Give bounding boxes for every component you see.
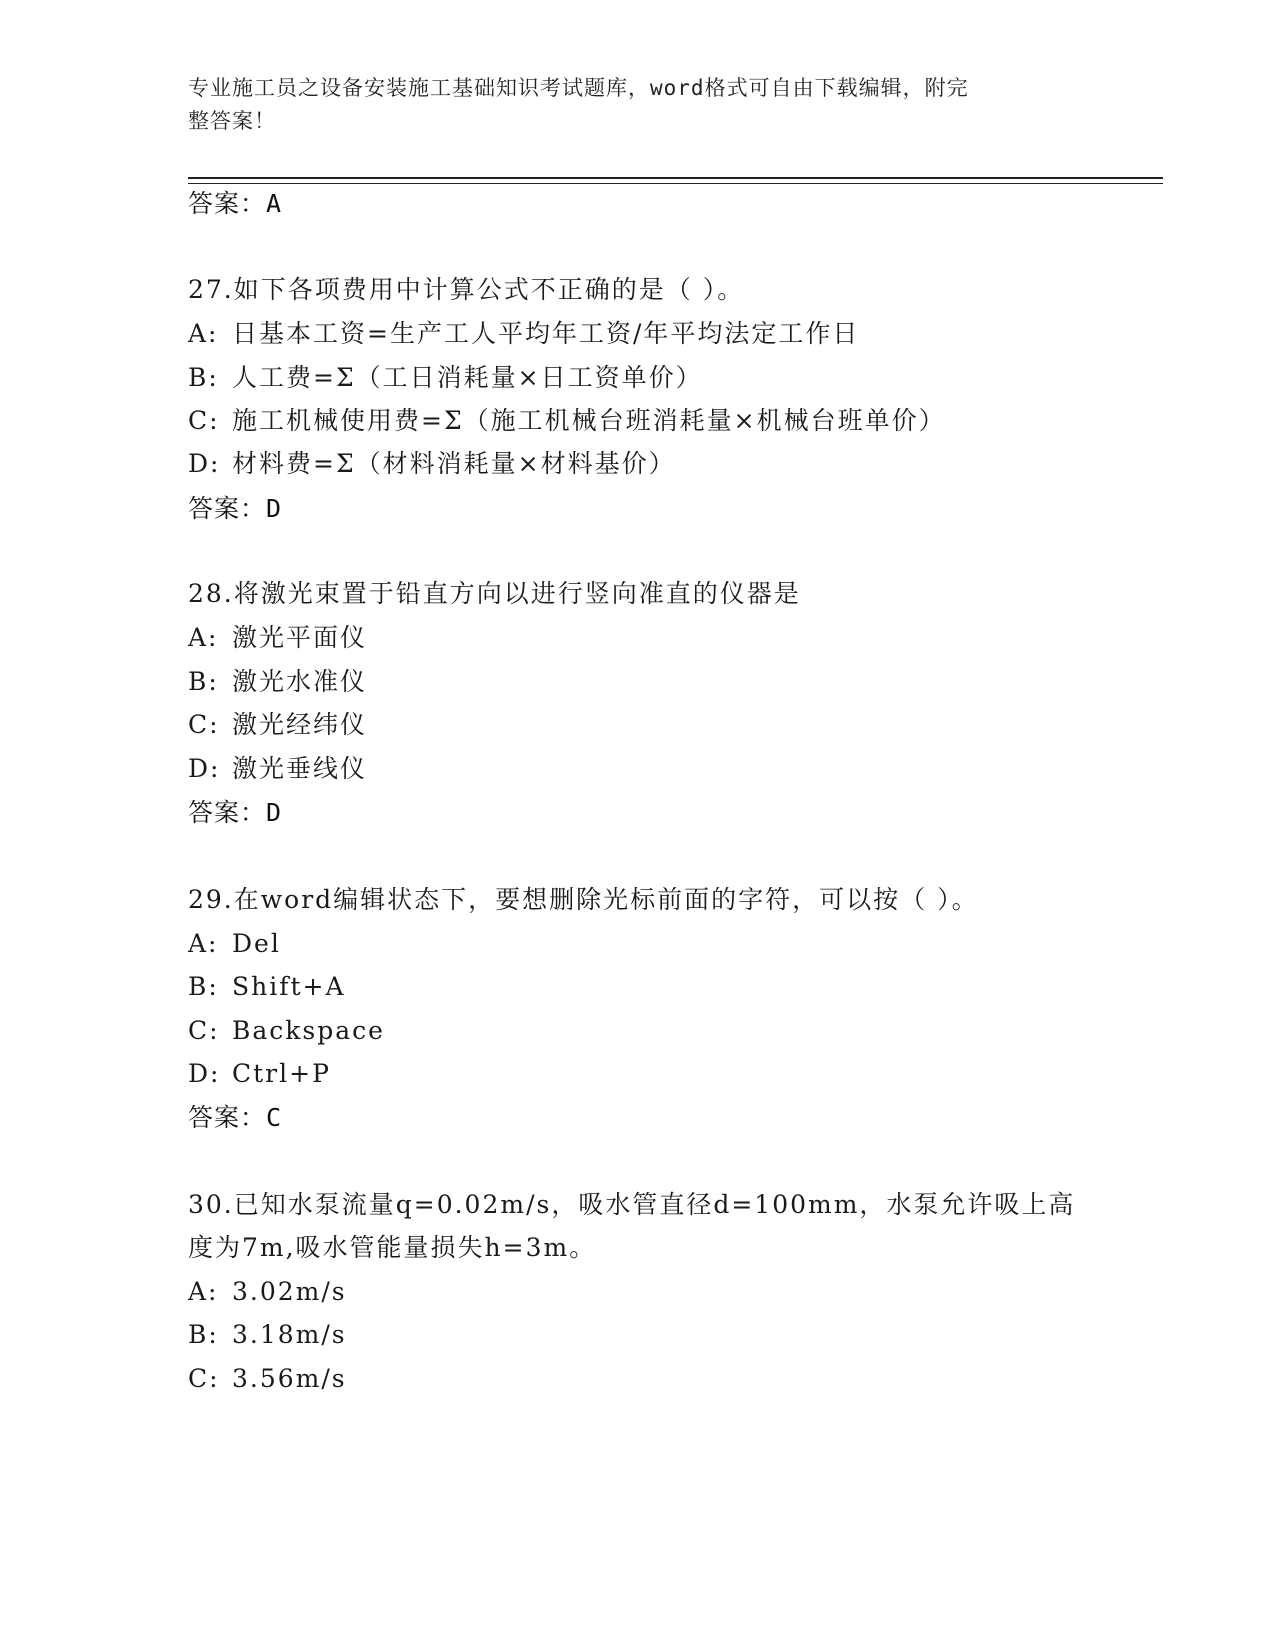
option-text: 人工费=Σ（工日消耗量×日工资单价） <box>232 363 703 392</box>
option-letter: A: <box>188 1277 219 1306</box>
option-letter: A: <box>188 319 219 348</box>
option-letter: C: <box>188 710 220 739</box>
option-text: 激光水准仪 <box>232 667 368 696</box>
header-rule-thin <box>188 183 1163 184</box>
option-text: Shift+A <box>232 972 346 1001</box>
option-letter: D: <box>188 754 221 783</box>
option-letter: C: <box>188 1364 220 1393</box>
header-line-1: 专业施工员之设备安装施工基础知识考试题库，word格式可自由下载编辑，附完 <box>188 76 969 100</box>
option-letter: B: <box>188 1320 219 1349</box>
option-letter: C: <box>188 406 220 435</box>
option-text: 材料费=Σ（材料消耗量×材料基价） <box>232 449 676 478</box>
question-29: 29.在word编辑状态下，要想删除光标前面的字符，可以按（ ）。 <box>188 885 979 914</box>
option-letter: A: <box>188 929 219 958</box>
option-text: 日基本工资=生产工人平均年工资/年平均法定工作日 <box>232 319 860 348</box>
option-text: 施工机械使用费=Σ（施工机械台班消耗量×机械台班单价） <box>232 406 946 435</box>
q29-option-b <box>188 970 346 1004</box>
q29-option-c <box>188 1014 385 1048</box>
option-letter: B: <box>188 972 219 1001</box>
q29-answer: 答案：C <box>188 1103 283 1132</box>
option-text: 激光垂线仪 <box>232 754 368 783</box>
q28-option-d <box>188 752 367 786</box>
q27-answer: 答案：D <box>188 494 283 523</box>
option-text: 激光经纬仪 <box>232 710 368 739</box>
option-text: Del <box>232 929 281 958</box>
q28-option-a <box>188 621 367 655</box>
q30-option-a <box>188 1275 347 1309</box>
question-30-line-2: 度为7m,吸水管能量损失h=3m。 <box>188 1233 597 1262</box>
q27-option-a <box>188 317 859 351</box>
document-header <box>188 72 1068 138</box>
q28-answer: 答案：D <box>188 798 283 827</box>
q27-option-d <box>188 447 676 481</box>
option-letter: B: <box>188 363 219 392</box>
answer-prev: 答案：A <box>188 189 283 218</box>
q30-option-b <box>188 1318 347 1352</box>
header-rule-thick <box>188 177 1163 179</box>
option-letter: B: <box>188 667 219 696</box>
q28-option-c <box>188 708 367 742</box>
q29-option-a <box>188 927 281 961</box>
option-text: 激光平面仪 <box>232 623 368 652</box>
option-text: 3.18m/s <box>232 1320 347 1349</box>
q29-option-d <box>188 1057 331 1091</box>
q28-option-b <box>188 665 367 699</box>
q27-option-c <box>188 404 946 438</box>
option-text: 3.56m/s <box>232 1364 347 1393</box>
option-text: Ctrl+P <box>232 1059 331 1088</box>
q30-option-c <box>188 1362 347 1396</box>
option-letter: C: <box>188 1016 220 1045</box>
option-text: 3.02m/s <box>232 1277 347 1306</box>
question-30-line-1: 30.已知水泵流量q=0.02m/s，吸水管直径d=100mm，水泵允许吸上高 <box>188 1190 1076 1219</box>
header-line-2: 整答案！ <box>188 109 276 133</box>
question-27: 27.如下各项费用中计算公式不正确的是（ ）。 <box>188 275 745 304</box>
option-letter: A: <box>188 623 219 652</box>
option-text: Backspace <box>232 1016 385 1045</box>
option-letter: D: <box>188 1059 221 1088</box>
option-letter: D: <box>188 449 221 478</box>
q27-option-b <box>188 361 703 395</box>
question-28: 28.将激光束置于铅直方向以进行竖向准直的仪器是 <box>188 579 801 608</box>
